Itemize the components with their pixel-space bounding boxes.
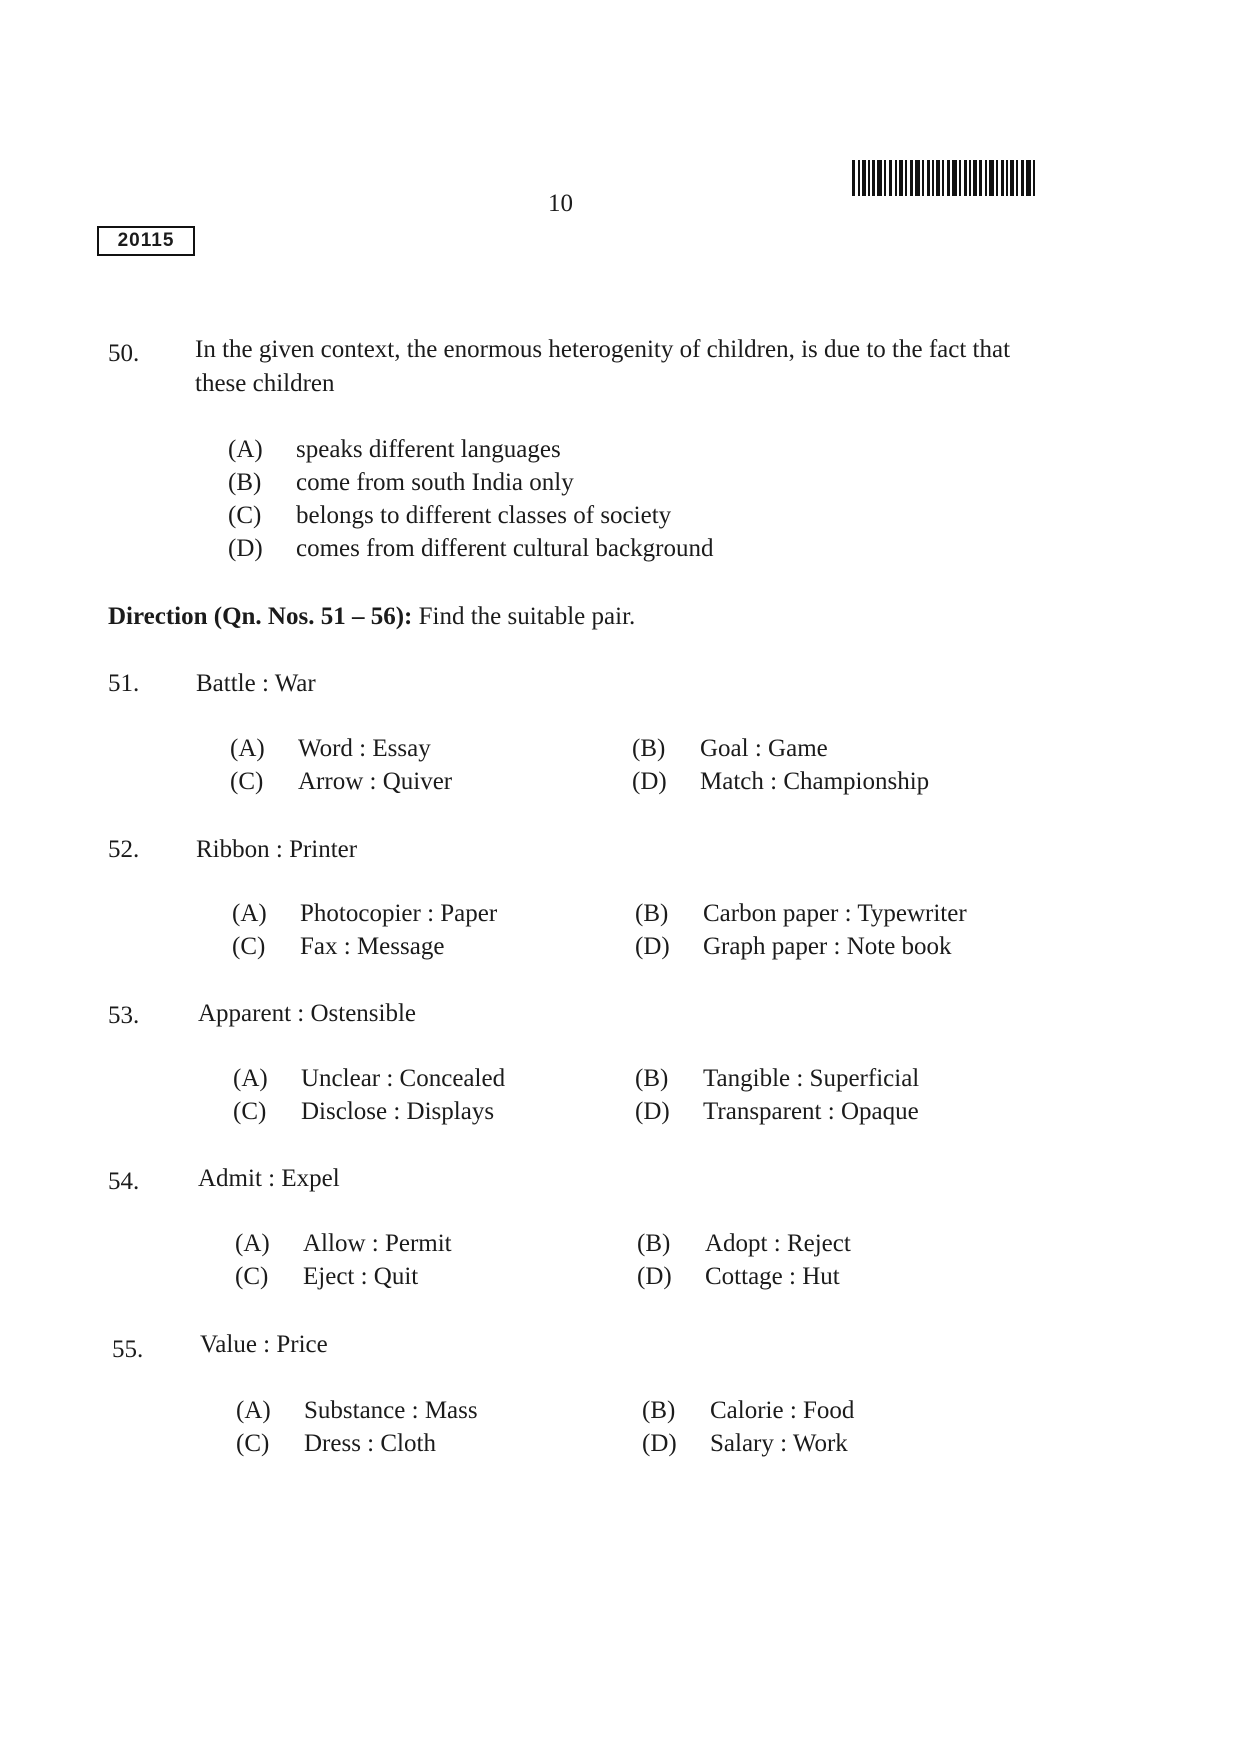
option-text: Tangible : Superficial (703, 1065, 920, 1092)
option-c (228, 502, 671, 530)
option-text: Cottage : Hut (705, 1263, 840, 1290)
option-d (228, 535, 713, 563)
option-label: (D) (637, 1263, 672, 1290)
paper-code-box: 20115 (97, 226, 195, 256)
question-prompt: Battle : War (196, 670, 316, 697)
option-label: (A) (232, 900, 267, 927)
option-text: speaks different languages (296, 436, 561, 463)
option-c (235, 1263, 418, 1291)
option-b (637, 1230, 851, 1258)
option-label: (C) (236, 1430, 270, 1457)
option-label: (A) (230, 735, 265, 762)
option-text: Photocopier : Paper (300, 900, 498, 927)
question-number: 55. (112, 1336, 144, 1363)
option-text: Match : Championship (700, 768, 930, 795)
question-number: 54. (108, 1168, 140, 1195)
question-text: In the given context, the enormous heterogenity of children, is due to the fact that these children (195, 336, 1011, 397)
option-a (235, 1230, 452, 1258)
page-number: 10 (548, 190, 573, 217)
option-label: (D) (642, 1430, 677, 1457)
option-text: come from south India only (296, 469, 574, 496)
option-text: Carbon paper : Typewriter (703, 900, 967, 927)
question-prompt: Ribbon : Printer (196, 836, 358, 863)
option-text: Adopt : Reject (705, 1230, 851, 1257)
question-prompt: Value : Price (200, 1331, 328, 1358)
option-text: Disclose : Displays (301, 1098, 495, 1125)
option-label: (C) (232, 933, 266, 960)
option-c (236, 1430, 436, 1458)
option-text: Allow : Permit (303, 1230, 452, 1257)
option-label: (D) (228, 535, 263, 562)
option-label: (A) (236, 1397, 271, 1424)
option-d (635, 933, 952, 961)
option-text: Substance : Mass (304, 1397, 478, 1424)
question-number: 50. (108, 340, 140, 367)
option-d (637, 1263, 840, 1291)
option-b (635, 900, 967, 928)
direction-text: Find the suitable pair. (418, 603, 636, 630)
option-label: (B) (635, 1065, 669, 1092)
option-a (233, 1065, 505, 1093)
option-a (232, 900, 497, 928)
option-label: (A) (233, 1065, 268, 1092)
question-prompt: Admit : Expel (198, 1165, 340, 1192)
option-label: (B) (637, 1230, 671, 1257)
option-d (632, 768, 929, 796)
question-number: 51. (108, 670, 140, 697)
question-prompt: Apparent : Ostensible (198, 1000, 417, 1027)
direction-line (108, 603, 635, 631)
option-text: Salary : Work (710, 1430, 848, 1457)
option-b (635, 1065, 919, 1093)
option-label: (C) (230, 768, 264, 795)
option-a (236, 1397, 478, 1425)
option-text: belongs to different classes of society (296, 502, 672, 529)
option-label: (A) (228, 436, 263, 463)
option-label: (B) (228, 469, 262, 496)
option-text: Goal : Game (700, 735, 828, 762)
option-c (233, 1098, 494, 1126)
option-a (230, 735, 431, 763)
option-label: (A) (235, 1230, 270, 1257)
option-text: Graph paper : Note book (703, 933, 952, 960)
question-number: 53. (108, 1002, 140, 1029)
option-a (228, 436, 561, 464)
question-number: 52. (108, 836, 140, 863)
option-c (232, 933, 444, 961)
option-text: Word : Essay (298, 735, 431, 762)
option-text: Transparent : Opaque (703, 1098, 919, 1125)
option-label: (D) (632, 768, 667, 795)
option-label: (C) (233, 1098, 267, 1125)
option-label: (B) (642, 1397, 676, 1424)
option-text: comes from different cultural background (296, 535, 714, 562)
option-label: (D) (635, 1098, 670, 1125)
option-text: Eject : Quit (303, 1263, 419, 1290)
option-label: (B) (632, 735, 666, 762)
option-label: (C) (228, 502, 262, 529)
option-text: Calorie : Food (710, 1397, 855, 1424)
option-c (230, 768, 452, 796)
option-b (642, 1397, 854, 1425)
option-text: Fax : Message (300, 933, 445, 960)
option-b (632, 735, 828, 763)
option-label: (D) (635, 933, 670, 960)
direction-label: Direction (Qn. Nos. 51 – 56): (108, 603, 413, 630)
option-d (642, 1430, 848, 1458)
barcode-image (852, 158, 1035, 198)
option-text: Arrow : Quiver (298, 768, 453, 795)
option-text: Unclear : Concealed (301, 1065, 506, 1092)
option-d (635, 1098, 919, 1126)
option-text: Dress : Cloth (304, 1430, 436, 1457)
option-b (228, 469, 574, 497)
option-label: (C) (235, 1263, 269, 1290)
option-label: (B) (635, 900, 669, 927)
